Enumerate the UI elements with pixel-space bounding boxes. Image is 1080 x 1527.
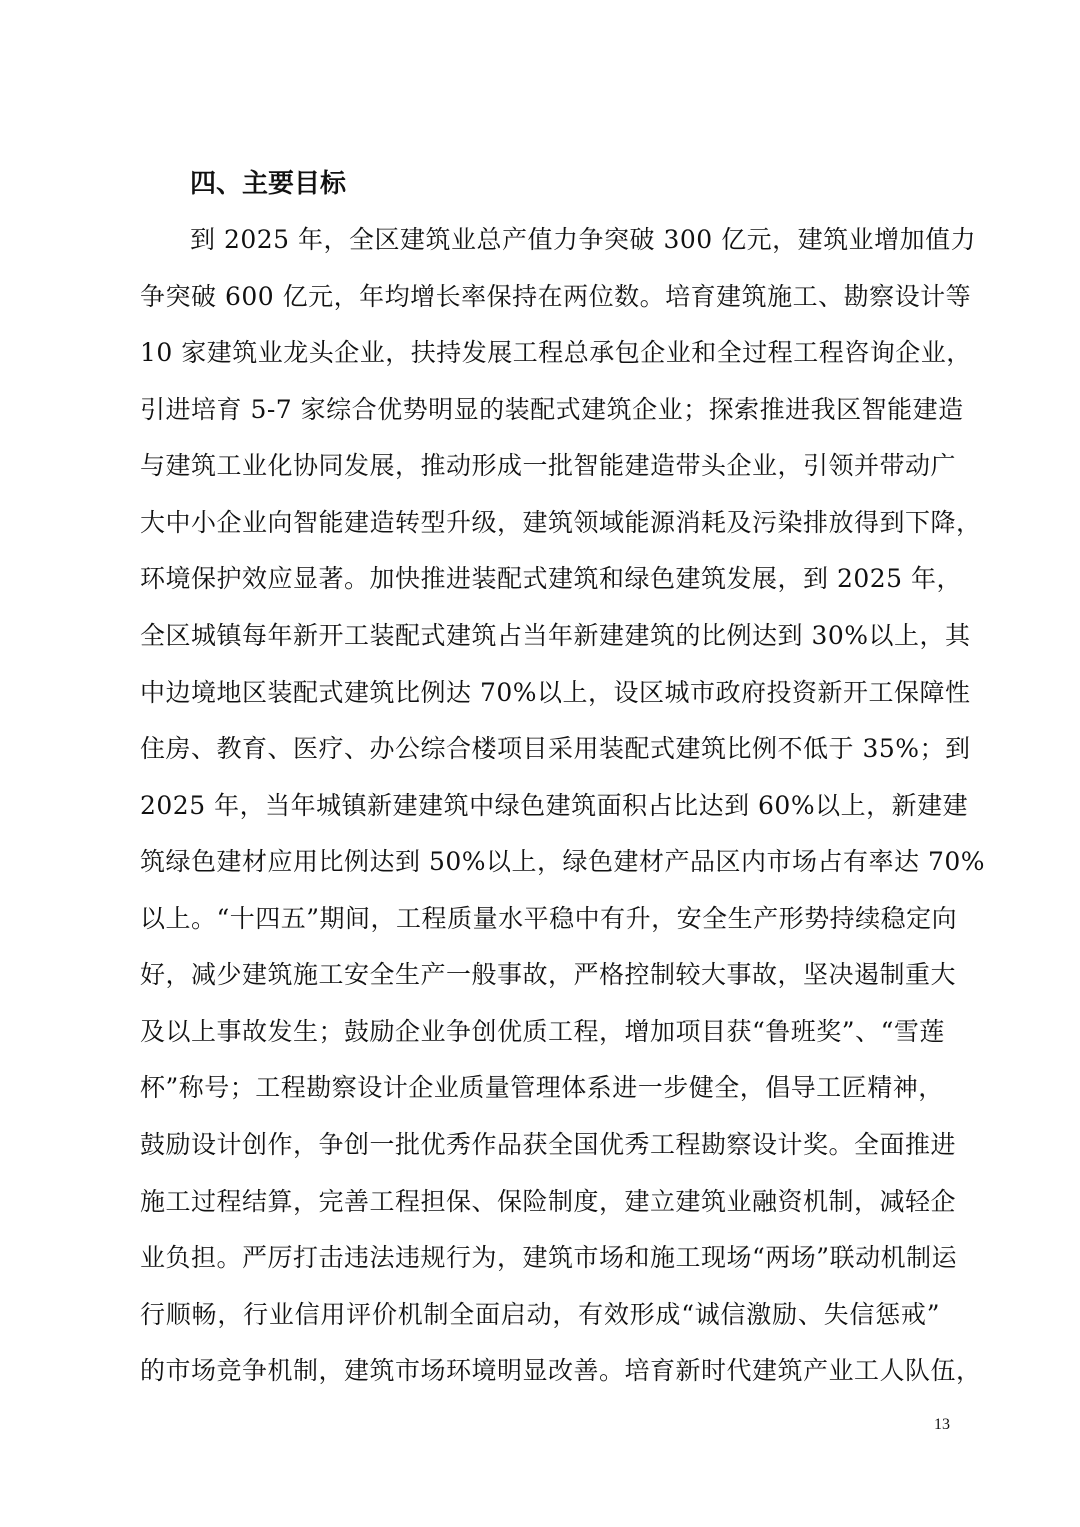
paragraph-line: 住房、教育、医疗、办公综合楼项目采用装配式建筑比例不低于 35%；到 (140, 734, 971, 763)
paragraph-line: 筑绿色建材应用比例达到 50%以上，绿色建材产品区内市场占有率达 70% (140, 847, 986, 876)
paragraph-line: 行顺畅，行业信用评价机制全面启动，有效形成“诚信激励、失信惩戒” (140, 1300, 940, 1329)
paragraph-line: 好，减少建筑施工安全生产一般事故，严格控制较大事故，坚决遏制重大 (140, 960, 957, 989)
paragraph-line: 与建筑工业化协同发展，推动形成一批智能建造带头企业，引领并带动广 (140, 451, 957, 480)
paragraph-line: 10 家建筑业龙头企业，扶持发展工程总承包企业和全过程工程咨询企业， (140, 338, 972, 367)
paragraph-line: 争突破 600 亿元，年均增长率保持在两位数。培育建筑施工、勘察设计等 (140, 282, 972, 311)
paragraph-line: 大中小企业向智能建造转型升级，建筑领域能源消耗及污染排放得到下降， (140, 508, 982, 537)
paragraph-line: 杯”称号；工程勘察设计企业质量管理体系进一步健全，倡导工匠精神， (140, 1073, 944, 1102)
paragraph-line: 引进培育 5-7 家综合优势明显的装配式建筑企业；探索推进我区智能建造 (140, 395, 964, 424)
paragraph-line: 的市场竞争机制，建筑市场环境明显改善。培育新时代建筑产业工人队伍， (140, 1356, 982, 1385)
paragraph-line: 全区城镇每年新开工装配式建筑占当年新建建筑的比例达到 30%以上，其 (140, 621, 971, 650)
paragraph-line: 以上。“十四五”期间，工程质量水平稳中有升，安全生产形势持续稳定向 (140, 904, 958, 933)
paragraph-line: 环境保护效应显著。加快推进装配式建筑和绿色建筑发展，到 2025 年， (140, 564, 963, 593)
paragraph-line: 中边境地区装配式建筑比例达 70%以上，设区城市政府投资新开工保障性 (140, 678, 971, 707)
paragraph-line: 施工过程结算，完善工程担保、保险制度，建立建筑业融资机制，减轻企 (140, 1187, 957, 1216)
paragraph-line: 到 2025 年，全区建筑业总产值力争突破 300 亿元，建筑业增加值力 (190, 225, 977, 254)
page-number: 13 (934, 1416, 950, 1433)
paragraph-line: 2025 年，当年城镇新建建筑中绿色建筑面积占比达到 60%以上，新建建 (140, 791, 969, 820)
paragraph-line: 鼓励设计创作，争创一批优秀作品获全国优秀工程勘察设计奖。全面推进 (140, 1130, 957, 1159)
paragraph-line: 业负担。严厉打击违法违规行为，建筑市场和施工现场“两场”联动机制运 (140, 1243, 958, 1272)
section-heading: 四、主要目标 (190, 169, 347, 199)
paragraph-line: 及以上事故发生；鼓励企业争创优质工程，增加项目获“鲁班奖”、“雪莲 (140, 1017, 945, 1046)
